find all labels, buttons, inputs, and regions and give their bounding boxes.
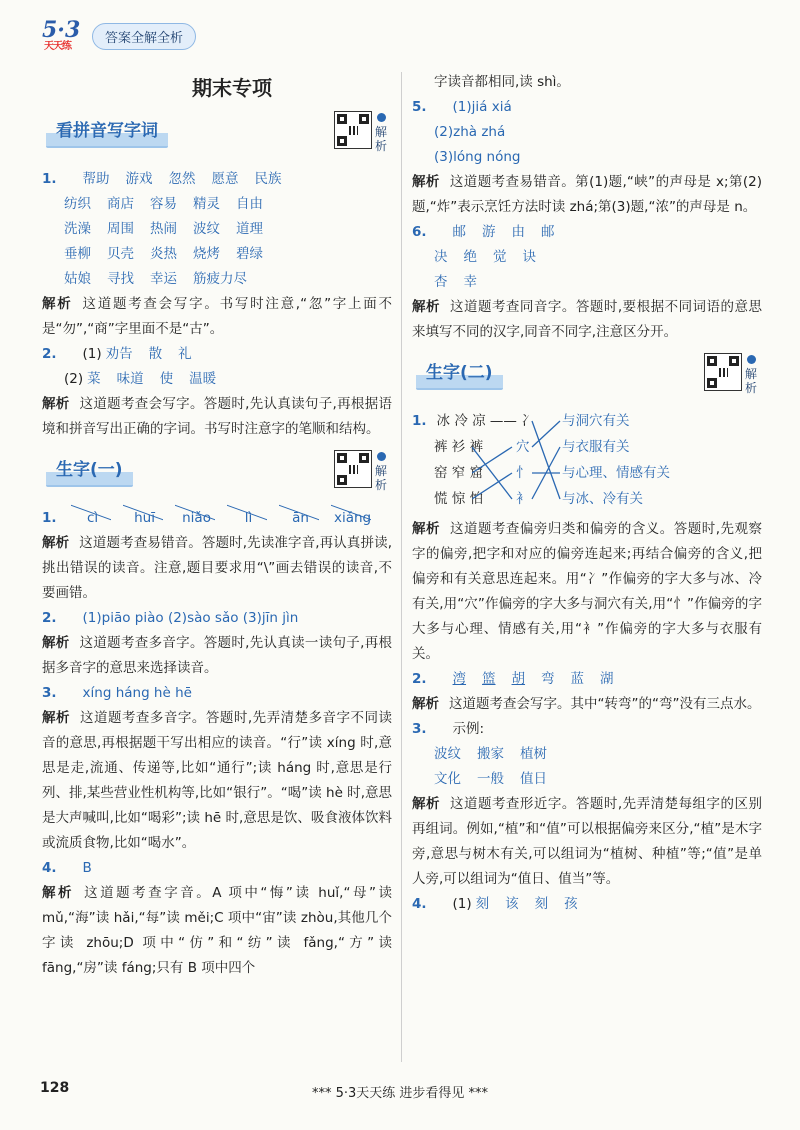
analysis-text: 这道题考查字音。A 项中“悔”读 huǐ,“母”读 mǔ,“海”读 hǎi,“每”读 měi;C 项中“宙”读 zhòu,其他几个字读 zhōu;D 项中“仿”和“纺”读 fǎng,“方”读 fāng,“房”读 fáng;只有 B 项中四个 [42, 885, 393, 976]
question-number: 1. [42, 171, 57, 187]
answer-word: 筋疲力尽 [193, 271, 247, 287]
answer-row [412, 717, 762, 742]
qr-code[interactable] [334, 450, 372, 488]
answer-word: 幸运 [150, 271, 177, 287]
answer-char: 孩 [564, 896, 578, 912]
question-s2-1 [42, 506, 392, 606]
answer-line: (2)zhà zhá [434, 124, 506, 140]
question-number: 3. [42, 685, 57, 701]
question-number: 1. [412, 413, 427, 429]
answer-word: 商店 [107, 196, 134, 212]
analysis [412, 517, 762, 667]
brand-logo [40, 19, 86, 53]
analysis-label: 解析 [42, 296, 73, 312]
analysis-label: 解析 [412, 174, 440, 190]
answer-word: 容易 [150, 196, 177, 212]
answer-row [42, 506, 392, 531]
question-s2-3 [42, 681, 392, 856]
answer-row [42, 856, 392, 881]
answer-word: 寻找 [107, 271, 134, 287]
question-number: 6. [412, 224, 427, 240]
question-number: 3. [412, 721, 427, 737]
analysis-text: 这道题考查多音字。答题时,先认真读一读句子,再根据多音字的意思来选择读音。 [42, 635, 392, 676]
footer-slogan: *** 5·3天天练 进步看得见 *** [311, 1086, 489, 1101]
sub-number: (2) [64, 371, 84, 387]
match-meaning: 与心理、情感有关 [562, 465, 670, 481]
analysis-text: 这道题考查偏旁归类和偏旁的含义。答题时,先观察字的偏旁,把字和对应的偏旁连起来;再结合偏旁的含义,把偏旁和有关意思连起来。用“冫”作偏旁的字大多与冰、冷有关,用“穴”作偏旁的字大多与洞穴有关,用“忄”作偏旁的字大多与心理、情感有关,用“衤”作偏旁的字大多与衣服有关。 [412, 521, 763, 662]
section-tag: 生字(二) [416, 359, 503, 390]
qr-label: 解析 [744, 367, 757, 395]
answer-word: 游戏 [125, 171, 153, 187]
answer-word: 散 [148, 346, 163, 362]
section-tag: 生字(一) [46, 456, 133, 487]
question-s2-2 [42, 606, 392, 681]
answer-row [42, 217, 392, 242]
match-chars: 慌 惊 怕 [434, 491, 484, 507]
section-header-s2 [42, 450, 392, 496]
question-number: 2. [42, 610, 57, 626]
answer-char: 刻 [534, 896, 549, 912]
answer-word: 碧绿 [236, 246, 263, 262]
answer-row [42, 242, 392, 267]
analysis-text: 这道题考查多音字。答题时,先弄清楚多音字不同读音的意思,再根据题干写出相应的读音。“行”读 xíng 时,意思是走,流通、传递等,比如“通行”;读 háng 时,意思是行列、排,某些营业性机构等,比如“银行”。“喝”读 hè 时,意思是大声喊叫,比如“喝彩”;读 hē 时,意思是饮、吸食液体饮料或流质食物,比如“喝水”。 [42, 710, 393, 851]
answer-line: (3)lóng nóng [434, 149, 521, 165]
analysis-text: 这道题考查会写字。答题时,先认真读句子,再根据语境和拼音写出正确的字词。书写时注意字的笔顺和结构。 [42, 396, 392, 437]
match-meaning: 与衣服有关 [562, 439, 630, 455]
qr-label: 解析 [374, 125, 387, 153]
section-header-s1 [42, 111, 392, 157]
analysis [412, 170, 762, 220]
answer-word: 民族 [254, 171, 282, 187]
analysis-label: 解析 [42, 885, 75, 901]
analysis-text: 这道题考查易错音。第(1)题,“峡”的声母是 x;第(2)题,“炸”表示烹饪方法时读 zhá;第(3)题,“浓”的声母是 n。 [412, 174, 763, 215]
answer-line: (1)jiá xiá [452, 99, 512, 115]
match-meaning: 与冰、冷有关 [562, 491, 643, 507]
answer-word: 礼 [178, 346, 192, 362]
analysis [412, 792, 762, 892]
answer-word: 一般 [477, 771, 504, 787]
sub-number: (1) [82, 346, 102, 362]
radical: 穴 [516, 439, 530, 455]
answer-char: 决 [434, 249, 448, 265]
answer-line: xíng háng hè hē [82, 685, 192, 701]
answer-char: 胡 [511, 671, 526, 687]
question-5 [412, 95, 762, 220]
answer-word: 温暖 [189, 371, 217, 387]
answer-word: 精灵 [193, 196, 220, 212]
matching-diagram [412, 409, 762, 517]
answer-char: 弯 [541, 671, 555, 687]
answer-word: 垂柳 [64, 246, 91, 262]
answer-row [42, 342, 392, 367]
answer-choice: B [82, 860, 92, 876]
answer-row [42, 167, 392, 192]
answer-char: 由 [511, 224, 526, 240]
answer-row [412, 120, 762, 145]
analysis [42, 881, 392, 981]
analysis [42, 706, 392, 856]
page-number: 128 [40, 1080, 70, 1096]
radical: 忄 [516, 465, 530, 481]
crossed-pinyin: huī [119, 506, 171, 531]
analysis-text: 这道题考查同音字。答题时,要根据不同词语的意思来填写不同的汉字,同音不同字,注意区分开。 [412, 299, 763, 340]
match-line [472, 447, 512, 473]
answer-row [412, 95, 762, 120]
answer-row [412, 145, 762, 170]
page-title: 期末专项 [192, 76, 272, 100]
answer-char: 杏 [434, 274, 448, 290]
analysis-label: 解析 [412, 521, 440, 537]
answer-row [412, 667, 762, 692]
answer-word: 自由 [236, 196, 263, 212]
question-number: 2. [42, 346, 57, 362]
brand-logo-number: 5·3 [42, 17, 81, 43]
answer-word: 道理 [236, 221, 263, 237]
brand-logo-text: 天天练 [44, 41, 71, 52]
answer-char: 绝 [463, 249, 477, 265]
question-number: 2. [412, 671, 427, 687]
answer-word: 植树 [520, 746, 547, 762]
section-header-s3 [412, 353, 762, 399]
answer-char: 幸 [463, 274, 477, 290]
answer-line: (1)piāo piào (2)sào sǎo (3)jīn jìn [82, 610, 299, 626]
answer-word: 周围 [107, 221, 134, 237]
crossed-pinyin: xiǎng [327, 506, 379, 531]
answer-word: 菜 [87, 371, 101, 387]
analysis [42, 292, 392, 342]
answer-word: 姑娘 [64, 271, 91, 287]
answer-char: 该 [505, 896, 519, 912]
analysis-label: 解析 [42, 710, 70, 726]
qr-code[interactable] [704, 353, 742, 391]
crossed-pinyin: ān [275, 506, 327, 531]
answer-char: 蓝 [570, 671, 585, 687]
answer-word: 波纹 [434, 746, 461, 762]
answer-word: 味道 [116, 371, 144, 387]
analysis [42, 631, 392, 681]
match-line [532, 421, 560, 499]
analysis-label: 解析 [412, 696, 439, 712]
match-chars: 冰 冷 凉 —— 冫 [436, 413, 535, 429]
section-tag: 看拼音写字词 [46, 117, 168, 148]
match-lines [472, 409, 562, 513]
crossed-pinyin: cì [67, 506, 119, 531]
analysis-label: 解析 [412, 796, 440, 812]
answer-char: 邮 [541, 224, 555, 240]
play-icon [377, 113, 386, 122]
answer-word: 文化 [434, 771, 461, 787]
answer-word: 值日 [520, 771, 547, 787]
analysis [42, 392, 392, 442]
answer-word: 劝告 [105, 346, 133, 362]
answer-row [42, 367, 392, 392]
answer-char: 诀 [522, 249, 536, 265]
question-number: 4. [412, 896, 427, 912]
play-icon [377, 452, 386, 461]
answer-row [42, 681, 392, 706]
answer-row [42, 606, 392, 631]
question-number: 4. [42, 860, 57, 876]
right-column [412, 70, 762, 917]
question-s3-1 [412, 409, 762, 667]
answer-word: 贝壳 [107, 246, 134, 262]
left-column [42, 70, 392, 981]
analysis-text: 这道题考查会写字。书写时注意,“忽”字上面不是“勿”,“商”字里面不是“古”。 [42, 296, 393, 337]
answer-word: 烧烤 [193, 246, 220, 262]
answer-word: 搬家 [477, 746, 504, 762]
sub-number: (1) [452, 896, 472, 912]
answer-row [412, 892, 762, 917]
analysis-text: 这道题考查形近字。答题时,先弄清楚每组字的区别再组词。例如,“植”和“值”可以根据偏旁来区分,“植”是木字旁,意思与树木有关,可以组词为“植树、种植”等;“值”是单人旁,可以组词为“值日、值当”等。 [412, 796, 763, 887]
page-footer [0, 1070, 800, 1110]
match-chars: 窑 窄 窟 [434, 465, 484, 481]
answer-char: 邮 [452, 224, 467, 240]
match-line [472, 473, 512, 499]
answer-char: 游 [482, 224, 496, 240]
match-line [472, 447, 512, 499]
answer-word: 炎热 [150, 246, 177, 262]
answer-row [42, 267, 392, 292]
answer-word: 热闹 [150, 221, 177, 237]
question-number: 1. [42, 510, 57, 526]
radical: 衤 [516, 491, 530, 507]
answer-char: 湾 [452, 671, 467, 687]
answer-row [412, 767, 762, 792]
play-icon [747, 355, 756, 364]
answer-word: 波纹 [193, 221, 220, 237]
column-divider [401, 72, 402, 1062]
answer-word: 帮助 [82, 171, 110, 187]
answer-row [412, 220, 762, 245]
answer-row [412, 742, 762, 767]
qr-code[interactable] [334, 111, 372, 149]
qr-label: 解析 [374, 464, 387, 492]
answer-word: 愿意 [211, 171, 239, 187]
analysis [412, 295, 762, 345]
analysis-continued: 字读音都相同,读 shì。 [434, 74, 570, 90]
question-number: 5. [412, 99, 427, 115]
match-meaning: 与洞穴有关 [562, 413, 630, 429]
answer-row [412, 245, 762, 270]
analysis [42, 531, 392, 606]
answer-word: 忽然 [168, 171, 196, 187]
analysis-text: 这道题考查会写字。其中“转弯”的“弯”没有三点水。 [449, 696, 761, 712]
question-s3-2 [412, 667, 762, 717]
answer-row [412, 270, 762, 295]
analysis-label: 解析 [42, 396, 70, 412]
analysis-label: 解析 [42, 635, 70, 651]
question-1 [42, 167, 392, 342]
analysis-text: 这道题考查易错音。答题时,先读准字音,再认真拼读,挑出错误的读音。注意,题目要求用“\”画去错误的读音,不要画错。 [42, 535, 393, 601]
analysis-label: 解析 [42, 535, 70, 551]
analysis-label: 解析 [412, 299, 440, 315]
answer-word: 使 [159, 371, 174, 387]
brand-pill: 答案全解全析 [92, 23, 196, 50]
answer-row [42, 192, 392, 217]
analysis [412, 692, 762, 717]
crossed-pinyin: lì [223, 506, 275, 531]
answer-char: 觉 [493, 249, 507, 265]
answer-char: 湖 [600, 671, 614, 687]
question-s3-4 [412, 892, 762, 917]
question-2 [42, 342, 392, 442]
match-chars: 裤 衫 裤 [434, 439, 484, 455]
question-6 [412, 220, 762, 345]
answer-word: 纺织 [64, 196, 91, 212]
answer-char: 刻 [475, 896, 490, 912]
example-label: 示例: [452, 721, 485, 737]
brand-header [40, 17, 196, 52]
question-s2-4 [42, 856, 392, 981]
answer-char: 篮 [482, 671, 496, 687]
question-s3-3 [412, 717, 762, 892]
crossed-pinyin: niǎo [171, 506, 223, 531]
answer-word: 洗澡 [64, 221, 91, 237]
